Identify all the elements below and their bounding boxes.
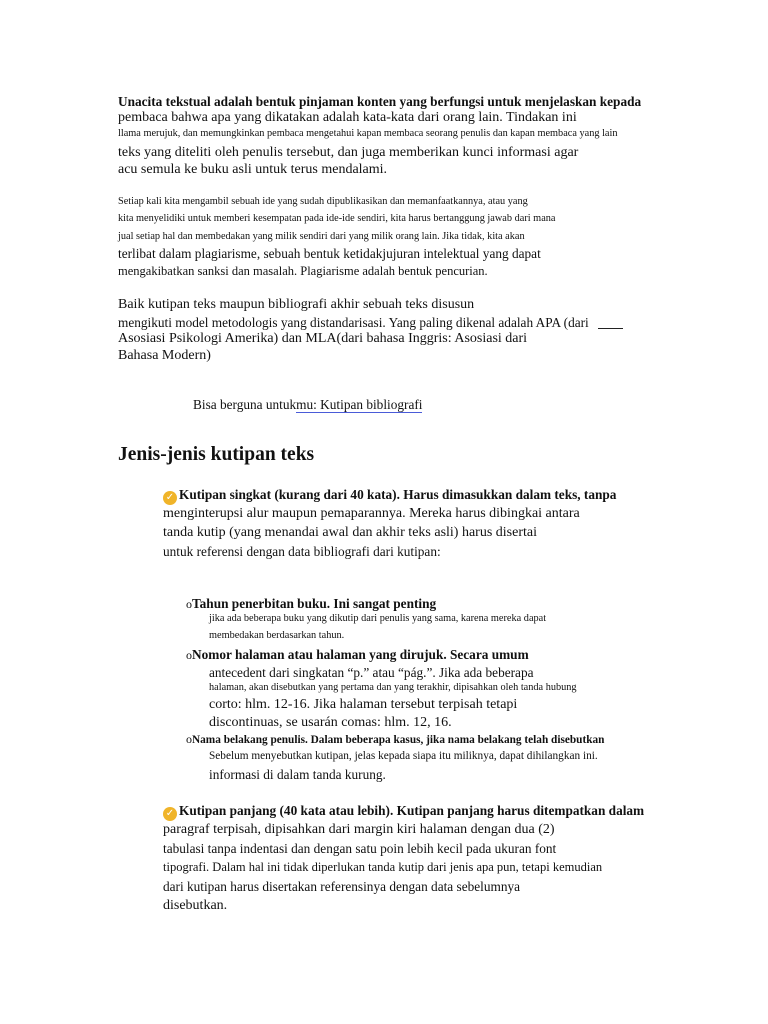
circle-bullet-icon: o	[186, 597, 192, 611]
para2-line-2: kita menyelidiki untuk memberi kesempatan pada ide-ide sendiri, kita harus bertanggung jawab dari mana	[118, 213, 556, 224]
check-icon: ✓	[163, 491, 177, 505]
item1-line-4: untuk referensi dengan data bibliografi dari kutipan:	[163, 544, 441, 559]
item2-line-5: dari kutipan harus disertakan referensinya dengan data sebelumnya	[163, 879, 521, 894]
item1-line-1	[163, 487, 616, 505]
item2-title: Kutipan panjang (40 kata atau lebih). Kutipan panjang harus ditempatkan dalam	[179, 803, 645, 818]
intro-line-2: pembaca bahwa apa yang dikatakan adalah kata-kata dari orang lain. Tindakan ini	[118, 110, 577, 125]
item1-title: Kutipan singkat (kurang dari 40 kata). Harus dimasukkan dalam teks, tanpa	[179, 487, 617, 502]
related-prefix: Bisa berguna untuk	[193, 397, 297, 412]
related-line	[193, 397, 422, 412]
intro-line-1: Unacita tekstual adalah bentuk pinjaman konten yang berfungsi untuk menjelaskan kepada	[118, 94, 642, 109]
sub1-line-2: membedakan berdasarkan tahun.	[209, 630, 345, 641]
check-icon: ✓	[163, 807, 177, 821]
intro-line-5: acu semula ke buku asli untuk terus mendalami.	[118, 162, 388, 177]
para3-line-2: mengikuti model metodologis yang distandarisasi. Yang paling dikenal adalah APA (dari	[118, 315, 589, 330]
sub1-line-1: jika ada beberapa buku yang dikutip dari penulis yang sama, karena mereka dapat	[209, 613, 547, 624]
para2-line-5: mengakibatkan sanksi dan masalah. Plagiarisme adalah bentuk pencurian.	[118, 264, 488, 278]
para2-line-3: jual setiap hal dan membedakan yang milik sendiri dari yang milik orang lain. Jika tidak, kita akan	[118, 231, 525, 242]
intro-line-3: llama merujuk, dan memungkinkan pembaca mengetahui kapan membaca seorang penulis dan kapan membaca yang lain	[118, 128, 618, 139]
sub2-title: Nomor halaman atau halaman yang dirujuk. Secara umum	[192, 647, 529, 662]
sub3-title: Nama belakang penulis. Dalam beberapa kasus, jika nama belakang telah disebutkan	[192, 734, 605, 746]
para2-line-1: Setiap kali kita mengambil sebuah ide yang sudah dipublikasikan dan memanfaatkannya, atau yang	[118, 196, 528, 207]
item1-line-2: menginterupsi alur maupun pemaparannya. Mereka harus dibingkai antara	[163, 506, 580, 521]
sub2-line-1: antecedent dari singkatan “p.” atau “pág.”. Jika ada beberapa	[209, 665, 534, 680]
item1-line-3: tanda kutip (yang menandai awal dan akhir teks asli) harus disertai	[163, 525, 537, 540]
underline-mark	[598, 328, 623, 329]
sub2-line-4: discontinuas, se usarán comas: hlm. 12, 16.	[209, 715, 452, 730]
section-heading: Jenis-jenis kutipan teks	[118, 444, 315, 465]
item2-line-4: tipografi. Dalam hal ini tidak diperlukan tanda kutip dari jenis apa pun, tetapi kemudian	[163, 860, 603, 874]
para3-line-3: Asosiasi Psikologi Amerika) dan MLA(dari bahasa Inggris: Asosiasi dari	[118, 331, 528, 346]
circle-bullet-icon: o	[186, 732, 192, 746]
sub3-line-2: informasi di dalam tanda kurung.	[209, 767, 386, 782]
sub2-heading	[186, 647, 529, 663]
sub3-heading	[186, 733, 604, 747]
item2-line-6: disebutkan.	[163, 898, 228, 913]
sub1-heading	[186, 596, 436, 612]
para3-line-1: Baik kutipan teks maupun bibliografi akhir sebuah teks disusun	[118, 297, 475, 312]
sub3-line-1: Sebelum menyebutkan kutipan, jelas kepada siapa itu miliknya, dapat dihilangkan ini.	[209, 750, 598, 762]
sub2-line-3: corto: hlm. 12-16. Jika halaman tersebut terpisah tetapi	[209, 697, 518, 712]
item2-line-2: paragraf terpisah, dipisahkan dari margin kiri halaman dengan dua (2)	[163, 822, 555, 837]
para3-line-4: Bahasa Modern)	[118, 348, 211, 363]
sub2-line-2: halaman, akan disebutkan yang pertama dan yang terakhir, dipisahkan oleh tanda hubung	[209, 682, 577, 693]
item2-line-1	[163, 803, 644, 821]
intro-line-4: teks yang diteliti oleh penulis tersebut, dan juga memberikan kunci informasi agar	[118, 145, 579, 160]
para2-line-4: terlibat dalam plagiarisme, sebuah bentuk ketidakjujuran intelektual yang dapat	[118, 246, 541, 261]
sub1-title: Tahun penerbitan buku. Ini sangat penting	[192, 596, 437, 611]
item2-line-3: tabulasi tanpa indentasi dan dengan satu poin lebih kecil pada ukuran font	[163, 841, 557, 856]
circle-bullet-icon: o	[186, 648, 192, 662]
related-link[interactable]: mu: Kutipan bibliografi	[296, 397, 423, 412]
